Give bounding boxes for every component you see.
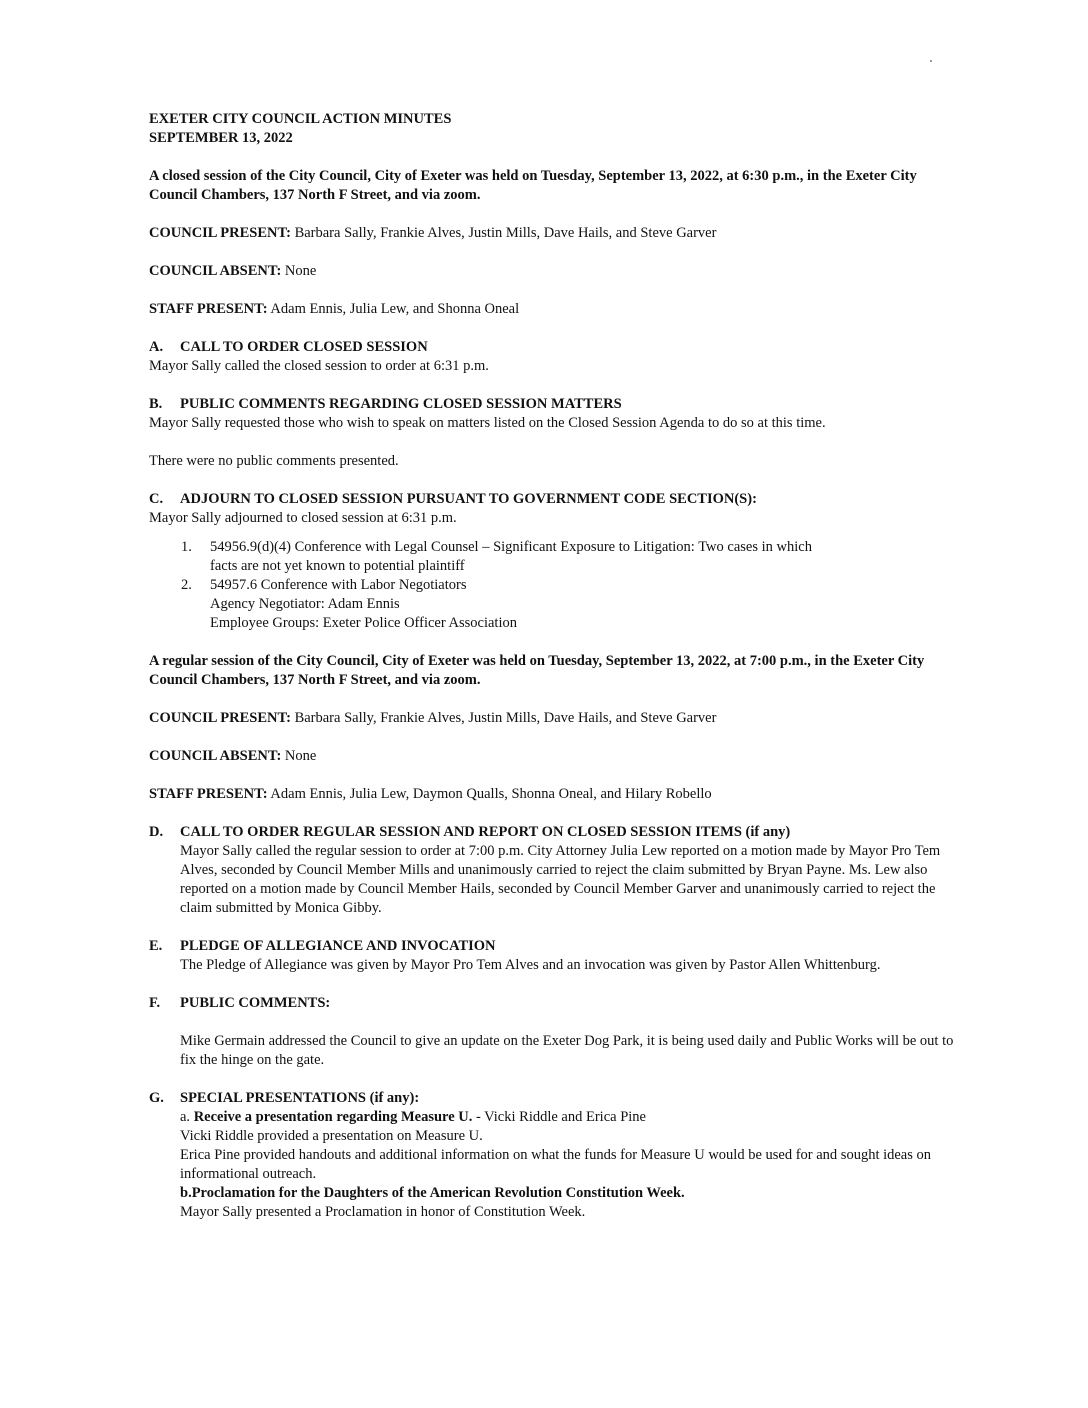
regular-council-absent-label: COUNCIL ABSENT: — [149, 748, 282, 764]
list-item — [149, 538, 959, 576]
section-b-letter: B. — [149, 396, 163, 412]
closed-session-items — [149, 538, 959, 633]
document-title: EXETER CITY COUNCIL ACTION MINUTES — [149, 111, 452, 127]
presentation-a-line3: Erica Pine provided handouts and additional information on what the funds for Measure U would be used for and sought ideas on informational outreach. — [180, 1147, 932, 1182]
section-d-letter: D. — [149, 824, 164, 840]
section-f-text: Mike Germain addressed the Council to give an update on the Exeter Dog Park, it is being used daily and Public Works will be out to fix the hinge on the gate. — [180, 1033, 954, 1068]
closed-council-absent-label: COUNCIL ABSENT: — [149, 263, 282, 279]
section-d-text: Mayor Sally called the regular session to order at 7:00 p.m. City Attorney Julia Lew reported on a motion made by Mayor Pro Tem Alves, seconded by Council Member Mills and unanimously carried to reject the claim submitted by Bryan Payne. Ms. Lew also reported on a motion made by Council Member Hails, seconded by Council Member Garver and unanimously carried to reject the claim submitted by Monica Gibby. — [180, 843, 941, 916]
presentation-a-line2: Vicki Riddle provided a presentation on Measure U. — [180, 1128, 483, 1144]
regular-staff-present-names: Adam Ennis, Julia Lew, Daymon Qualls, Shonna Oneal, and Hilary Robello — [270, 786, 712, 802]
section-b-title: PUBLIC COMMENTS REGARDING CLOSED SESSION MATTERS — [180, 396, 622, 412]
list-item-line: 54957.6 Conference with Labor Negotiators — [210, 577, 467, 593]
list-item-number: 2. — [181, 577, 192, 593]
document-date: SEPTEMBER 13, 2022 — [149, 130, 293, 146]
list-item-line: facts are not yet known to potential plaintiff — [210, 558, 465, 574]
regular-council-absent — [149, 747, 959, 766]
section-a-letter: A. — [149, 339, 164, 355]
closed-council-absent-names: None — [284, 263, 317, 279]
section-c-heading — [149, 490, 959, 509]
section-c-title: ADJOURN TO CLOSED SESSION PURSUANT TO GOVERNMENT CODE SECTION(S): — [180, 491, 757, 507]
special-presentations — [149, 1108, 959, 1222]
closed-staff-present-label: STAFF PRESENT: — [149, 301, 268, 317]
regular-staff-present-label: STAFF PRESENT: — [149, 786, 268, 802]
section-a-heading — [149, 338, 959, 357]
section-d-title: CALL TO ORDER REGULAR SESSION AND REPORT ON CLOSED SESSION ITEMS (if any) — [180, 824, 791, 840]
presentation-a-heading — [180, 1108, 959, 1127]
section-c-letter: C. — [149, 491, 164, 507]
section-e-letter: E. — [149, 938, 163, 954]
section-e-title: PLEDGE OF ALLEGIANCE AND INVOCATION — [180, 938, 496, 954]
list-item-number: 1. — [181, 539, 192, 555]
presentation-a-presenters: - Vicki Riddle and Erica Pine — [472, 1109, 646, 1125]
presentation-b-line2: Mayor Sally presented a Proclamation in honor of Constitution Week. — [180, 1204, 586, 1220]
list-item-line: Agency Negotiator: Adam Ennis — [210, 596, 400, 612]
section-a-text: Mayor Sally called the closed session to order at 6:31 p.m. — [149, 358, 489, 374]
section-a-title: CALL TO ORDER CLOSED SESSION — [180, 339, 428, 355]
list-item-line: 54956.9(d)(4) Conference with Legal Counsel – Significant Exposure to Litigation: Two cases in which — [210, 539, 812, 555]
section-g-title: SPECIAL PRESENTATIONS (if any): — [180, 1090, 420, 1106]
closed-council-present-names: Barbara Sally, Frankie Alves, Justin Mills, Dave Hails, and Steve Garver — [294, 225, 717, 241]
closed-council-present — [149, 224, 959, 243]
section-f-letter: F. — [149, 995, 161, 1011]
closed-council-present-label: COUNCIL PRESENT: — [149, 225, 291, 241]
regular-session-intro: A regular session of the City Council, City of Exeter was held on Tuesday, September 13, 2022, at 7:00 p.m., in the Exeter City Council Chambers, 137 North F Street, and via zoom. — [149, 653, 925, 688]
list-item-line: Employee Groups: Exeter Police Officer Association — [210, 615, 517, 631]
presentation-a-prefix: a. — [180, 1109, 191, 1125]
section-b-text: Mayor Sally requested those who wish to speak on matters listed on the Closed Session Agenda to do so at this time. — [149, 415, 826, 431]
presentation-a-title: Receive a presentation regarding Measure U. — [193, 1109, 473, 1125]
section-d-heading — [149, 823, 959, 842]
closed-staff-present-names: Adam Ennis, Julia Lew, and Shonna Oneal — [270, 301, 520, 317]
closed-staff-present — [149, 300, 959, 319]
section-e-heading — [149, 937, 959, 956]
minutes-page — [149, 110, 959, 1222]
section-b-text2: There were no public comments presented. — [149, 453, 399, 469]
presentation-b-title: b.Proclamation for the Daughters of the American Revolution Constitution Week. — [180, 1185, 685, 1201]
section-e-text: The Pledge of Allegiance was given by Mayor Pro Tem Alves and an invocation was given by Pastor Allen Whittenburg. — [180, 957, 881, 973]
regular-council-absent-names: None — [284, 748, 317, 764]
regular-council-present-names: Barbara Sally, Frankie Alves, Justin Mills, Dave Hails, and Steve Garver — [294, 710, 717, 726]
regular-council-present-label: COUNCIL PRESENT: — [149, 710, 291, 726]
regular-council-present — [149, 709, 959, 728]
regular-staff-present — [149, 785, 959, 804]
section-f-heading — [149, 994, 959, 1013]
closed-council-absent — [149, 262, 959, 281]
list-item — [149, 576, 959, 633]
section-c-text: Mayor Sally adjourned to closed session at 6:31 p.m. — [149, 510, 457, 526]
closed-session-intro: A closed session of the City Council, City of Exeter was held on Tuesday, September 13, 2022, at 6:30 p.m., in the Exeter City Council Chambers, 137 North F Street, and via zoom. — [149, 168, 917, 203]
section-b-heading — [149, 395, 959, 414]
section-f-title: PUBLIC COMMENTS: — [180, 995, 331, 1011]
scan-speck — [930, 60, 932, 62]
section-g-letter: G. — [149, 1090, 164, 1106]
section-g-heading — [149, 1089, 959, 1108]
